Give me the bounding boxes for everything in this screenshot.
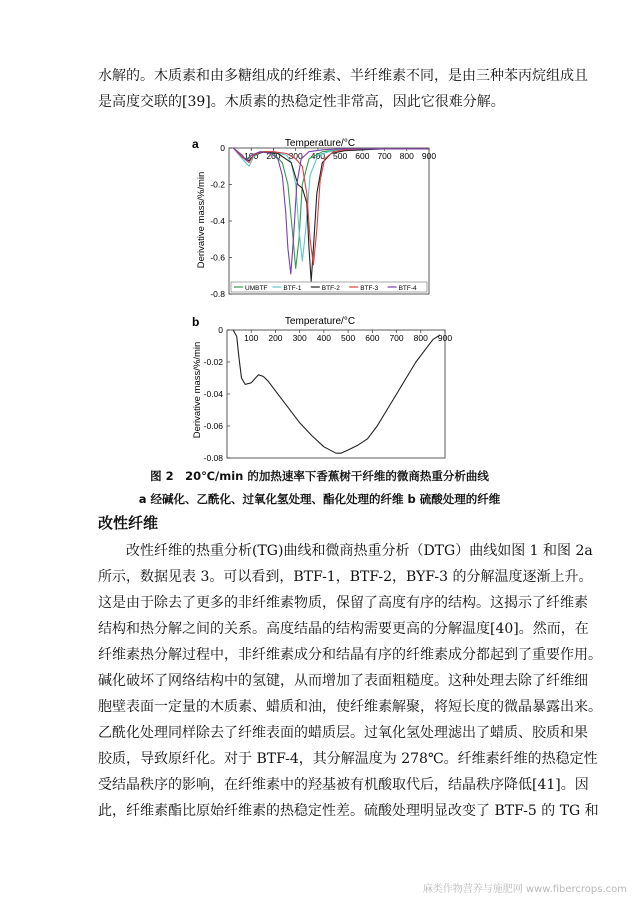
watermark: 麻类作物营养与施肥网 www.fibercrops.com	[422, 884, 627, 895]
x-tick-label: 700	[377, 151, 392, 161]
text-line: 胞壁表面一定量的木质素、蜡质和油，使纤维素解聚，将短长度的微晶暴露出来。	[98, 699, 602, 715]
text-line: 此，纤维素酯比原始纤维素的热稳定性差。硫酸处理明显改变了 BTF-5 的 TG 和	[98, 803, 599, 819]
x-tick-label: 300	[288, 151, 303, 161]
panel-b-ylabel: Derivative mass/%/min	[192, 341, 203, 439]
y-tick-label: -0.02	[203, 357, 223, 367]
x-tick-label: 100	[244, 333, 259, 343]
x-tick-label: 400	[316, 333, 331, 343]
panel-a-label: a	[192, 137, 199, 151]
panel-a-ylabel: Derivative mass/%/min	[196, 171, 207, 269]
y-tick-label: -0.2	[210, 179, 225, 190]
legend-label: UMBTF	[245, 285, 268, 292]
legend-label: BTF-2	[321, 285, 340, 292]
y-tick-label: -0.6	[210, 252, 225, 263]
y-tick-label: -0.4	[210, 216, 225, 226]
panel-a-frame	[229, 148, 429, 294]
text-line: 改性纤维的热重分析(TG)曲线和微商热重分析（DTG）曲线如图 1 和图 2a	[98, 543, 593, 559]
x-tick-label: 300	[292, 333, 307, 343]
x-tick-label: 600	[365, 333, 380, 343]
panel-a-legend	[231, 282, 427, 292]
panel-a	[192, 137, 436, 299]
panel-b-label: b	[192, 315, 200, 329]
y-tick-label: -0.04	[203, 389, 223, 399]
x-tick-label: 600	[355, 151, 370, 161]
figure-subcaption: a 经碱化、乙酰化、过氧化氢处理、酯化处理的纤维 b 硫酸处理的纤维	[138, 492, 501, 506]
y-tick-label: 0	[218, 325, 223, 335]
x-tick-label: 200	[266, 151, 281, 161]
x-tick-label: 800	[399, 151, 414, 161]
series-line	[233, 148, 429, 261]
x-tick-label: 200	[268, 333, 283, 343]
y-tick-label: -0.08	[203, 453, 223, 463]
legend-label: BTF-3	[360, 285, 379, 292]
series-line	[233, 148, 429, 281]
legend-label: BTF-4	[398, 285, 417, 292]
y-tick-label: 0	[220, 143, 225, 153]
text-line: 碱化破坏了网络结构中的氢键，从而增加了表面粗糙度。这种处理去除了纤维细	[98, 673, 588, 689]
text-line: 是高度交联的[39]。木质素的热稳定性非常高，因此它很难分解。	[98, 94, 505, 110]
text-line: 结构和热分解之间的关系。高度结晶的结构需要更高的分解温度[40]。然而，在	[98, 621, 589, 637]
text-line: 乙酰化处理同样除去了纤维表面的蜡质层。过氧化氢处理滤出了蜡质、胶质和果	[98, 725, 588, 741]
text-line: 纤维素热分解过程中，非纤维素成分和结晶有序的纤维素成分都起到了重要作用。	[98, 647, 602, 663]
x-tick-label: 900	[437, 333, 453, 343]
x-tick-label: 900	[421, 151, 437, 161]
text-line: 所示，数据见表 3。可以看到，BTF-1，BTF-2，BYF-3 的分解温度逐渐上升。	[98, 569, 593, 585]
y-tick-label: -0.8	[210, 289, 225, 299]
x-tick-label: 100	[244, 151, 259, 161]
x-tick-label: 500	[341, 333, 356, 343]
x-tick-label: 800	[413, 333, 428, 343]
panel-a-xlabel: Temperature/°C	[284, 138, 356, 149]
text-line: 胶质，导致原纤化。对于 BTF-4，其分解温度为 278℃。纤维素纤维的热稳定性	[98, 751, 598, 767]
series-line	[233, 148, 429, 274]
figure-caption: 图 2 20℃/min 的加热速率下香蕉树干纤维的微商热重分析曲线	[150, 469, 489, 483]
body-paragraph	[98, 538, 602, 824]
section-heading: 改性纤维	[98, 514, 159, 532]
series-line	[233, 148, 429, 268]
panel-b-xlabel: Temperature/°C	[284, 316, 356, 327]
text-line: 水解的。木质素和由多糖组成的纤维素、半纤维素不同，是由三种苯丙烷组成且	[98, 68, 588, 84]
text-line: 这是由于除去了更多的非纤维素物质，保留了高度有序的结构。这揭示了纤维素	[98, 595, 588, 611]
y-tick-label: -0.06	[203, 421, 223, 431]
series-line	[233, 330, 440, 453]
legend-label: BTF-1	[283, 285, 302, 292]
x-tick-label: 700	[389, 333, 404, 343]
x-tick-label: 500	[333, 151, 348, 161]
text-line: 受结晶秩序的影响，在纤维素中的羟基被有机酸取代后，结晶秩序降低[41]。因	[98, 777, 589, 793]
x-tick-label: 400	[310, 151, 325, 161]
series-line	[233, 148, 429, 265]
panel-b	[192, 315, 452, 463]
panel-b-frame	[227, 330, 445, 458]
